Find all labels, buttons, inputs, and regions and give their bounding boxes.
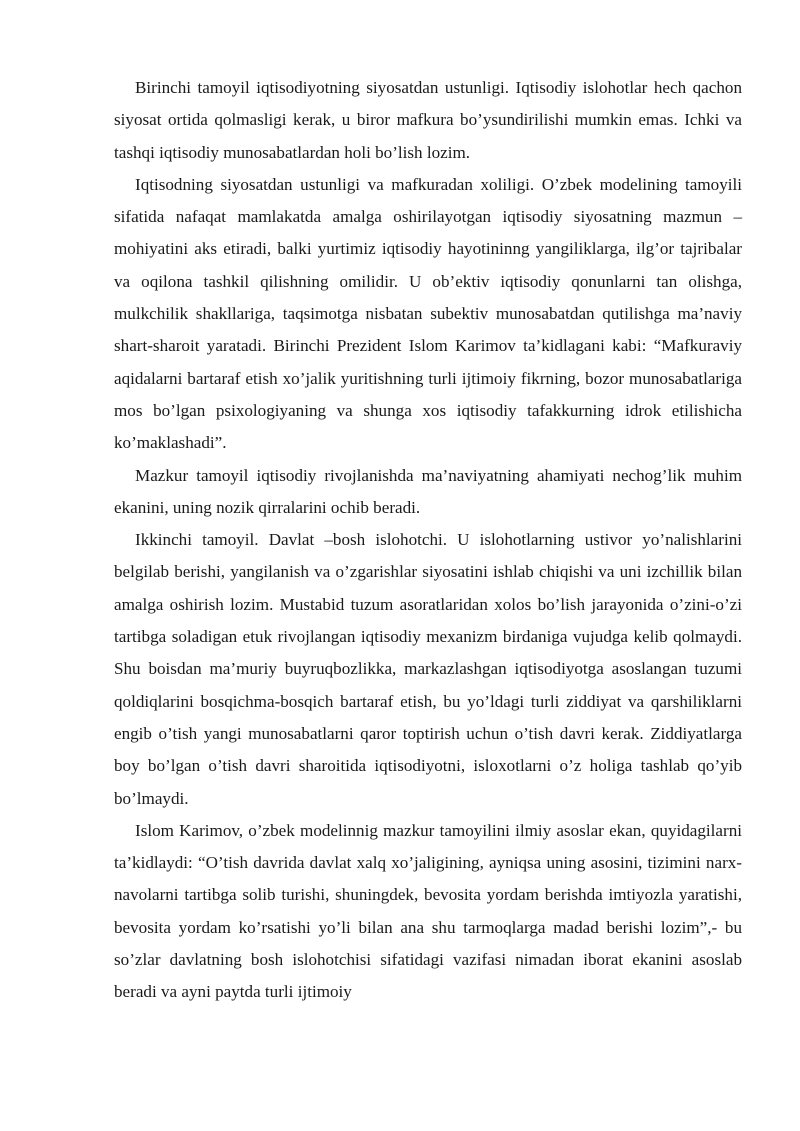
paragraph-karimov-quote: Islom Karimov, o’zbek modelinnig mazkur tamoyilini ilmiy asoslar ekan, quyidagilarni ta’kidlaydi: “O’tish davrida davlat xalq xo’jaligining, ayniqsa uning asosini, tizimini narx-navolarni tartibga solib turishi, shuningdek, bevosita yordam berishda imtiyozla yaratishi, bevosita yordam ko’rsatishi yo’li bilan ana shu tarmoqlarga madad berishi lozim”,- bu so’zlar davlatning bosh islohotchisi sifatidagi vazifasi nimadan iborat ekanini asoslab beradi va ayni paytda turli ijtimoiy — [114, 820, 742, 1002]
document-page — [114, 72, 742, 1009]
paragraph-spirituality: Mazkur tamoyil iqtisodiy rivojlanishda ma’naviyatning ahamiyati nechog’lik muhim ekanini, uning nozik qirralarini ochib beradi. — [114, 465, 742, 517]
paragraph-first-principle: Birinchi tamoyil iqtisodiyotning siyosatdan ustunligi. Iqtisodiy islohotlar hech qachon siyosat ortida qolmasligi kerak, u biror mafkura bo’ysundirilishi mumkin emas. Ichki va tashqi iqtisodiy munosabatlardan holi bo’lish lozim. — [114, 78, 742, 162]
paragraph-second-principle: Ikkinchi tamoyil. Davlat –bosh islohotchi. U islohotlarning ustivor yo’nalishlarini belgilab berishi, yangilanish va o’zgarishlar siyosatini ishlab chiqishi va uni izchillik bilan amalga oshirish lozim. Mustabid tuzum asoratlaridan xolos bo’lish jarayonida o’zini-o’zi tartibga soladigan etuk rivojlangan iqtisodiy mexanizm birdaniga vujudga kelib qolmaydi. Shu boisdan ma’muriy buyruqbozlikka, markazlashgan iqtisodiyotga asoslangan tuzumi qoldiqlarini bosqichma-bosqich bartaraf etish, bu yo’ldagi turli ziddiyat va qarshiliklarni engib o’tish yangi munosabatlarni qaror toptirish uchun o’tish davri kerak. Ziddiyatlarga boy bo’lgan o’tish davri sharoitida iqtisodiyotni, isloxotlarni o’z holiga tashlab qo’yib bo’lmaydi. — [114, 530, 742, 808]
paragraph-economy-over-politics: Iqtisodning siyosatdan ustunligi va mafkuradan xoliligi. O’zbek modelining tamoyili sifatida nafaqat mamlakatda amalga oshirilayotgan iqtisodiy siyosatning mazmun – mohiyatini aks etiradi, balki yurtimiz iqtisodiy hayotininng yangiliklarga, ilg’or tajribalar va oqilona tashkil qilishning omilidir. U ob’ektiv iqtisodiy qonunlarni tan olishga, mulkchilik shakllariga, taqsimotga nisbatan subektiv munosabatdan qutilishga ma’naviy shart-sharoit yaratadi. Birinchi Prezident Islom Karimov ta’kidlagani kabi: “Mafkuraviy aqidalarni bartaraf etish xo’jalik yuritishning turli ijtimoiy fikrning, bozor munosabatlariga mos bo’lgan psixologiyaning va shunga xos iqtisodiy tafakkurning idrok etilishicha ko’maklashadi”. — [114, 174, 742, 453]
